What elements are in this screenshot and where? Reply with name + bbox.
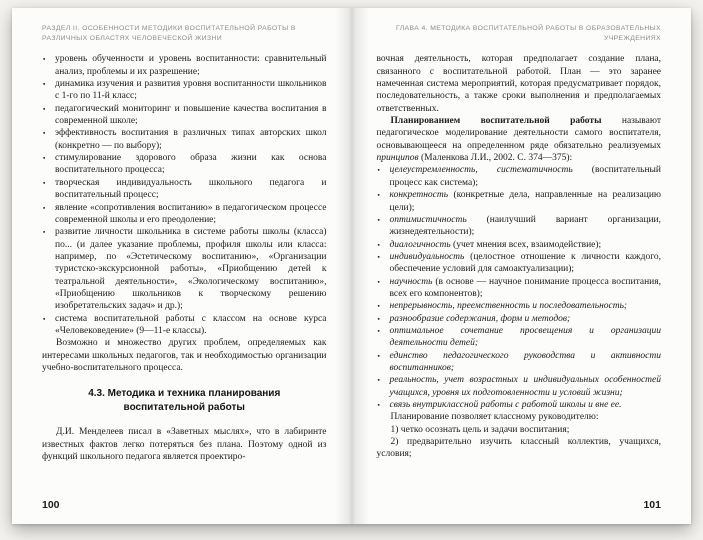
- bullet-icon: ▪: [377, 167, 380, 175]
- principle-term: единство педагогического руководства и активности воспитанников;: [389, 350, 661, 373]
- page-left-body: [42, 53, 327, 463]
- list-item: [377, 189, 662, 214]
- bullet-icon: ▪: [43, 130, 46, 138]
- book-spread: [12, 8, 691, 524]
- principle-term: реальность, учет возрастных и индивидуальных особенностей учащихся, уровня их подготовленности и условий жизни;: [389, 375, 661, 398]
- bullet-text: уровень обученности и уровень воспитанности: сравнительный анализ, проблемы и их разрешение;: [55, 54, 327, 77]
- bullet-icon: ▪: [377, 315, 380, 323]
- list-item: [377, 374, 662, 399]
- principle-term: индивидуальность: [389, 251, 465, 262]
- page-number-right: 101: [643, 499, 661, 511]
- paragraph: Планирование позволяет классному руководителю:: [390, 412, 599, 423]
- list-item: [377, 276, 662, 301]
- list-item: [377, 325, 662, 350]
- bullet-icon: ▪: [43, 179, 46, 187]
- bullet-icon: ▪: [377, 192, 380, 200]
- numbered-list: [377, 424, 662, 461]
- principle-description: (конкретные дела, направленные на реализацию цели);: [389, 190, 661, 213]
- principle-term: научность: [389, 276, 433, 287]
- bullet-text: динамика изучения и развития уровня воспитанности школьников с 1-го по 11-й класс;: [55, 79, 327, 102]
- principle-term: целеустремленность, систематичность: [389, 165, 573, 176]
- list-item: [377, 251, 662, 276]
- paragraph: Д.И. Менделеев писал в «Заветных мыслях», что в лабиринте известных фактов легко потеряться без плана. Поэтому одной из функций школьного педагога является проектиро-: [42, 427, 327, 462]
- bullet-icon: ▪: [377, 377, 380, 385]
- principle-description: (учет мнения всех, взаимодействие);: [450, 239, 602, 250]
- list-item: [42, 202, 327, 227]
- list-item: [377, 399, 662, 411]
- running-head-right: ГЛАВА 4. МЕТОДИКА ВОСПИТАТЕЛЬНОЙ РАБОТЫ В ОБРАЗОВАТЕЛЬНЫХ УЧРЕЖДЕНИЯХ: [396, 25, 661, 43]
- page-left: [12, 8, 351, 524]
- paragraph: [377, 115, 662, 164]
- paragraph: Возможно и множество других проблем, определяемых как интересами школьных педагогов, так и необходимостью организации учебно-воспитательного процесса.: [42, 338, 327, 373]
- bullet-icon: ▪: [377, 241, 380, 249]
- running-head-left: РАЗДЕЛ II. ОСОБЕННОСТИ МЕТОДИКИ ВОСПИТАТЕЛЬНОЙ РАБОТЫ В РАЗЛИЧНЫХ ОБЛАСТЯХ ЧЕЛОВЕЧЕСКОЙ ЖИЗНИ: [42, 25, 296, 43]
- paragraph: вочная деятельность, которая предполагает создание плана, связанного с воспитательной работой. План — это заранее намеченная система мероприятий, которая предусматривает порядок, последовательность, а также сроки выполнения и предполагаемых ответственных.: [376, 54, 661, 114]
- list-item: [42, 103, 327, 128]
- principle-term: разнообразие содержания, форм и методов;: [389, 313, 571, 324]
- section-heading: 4.3. Методика и техника планирования воспитательной работы: [88, 388, 281, 414]
- numbered-item: 1) четко осознать цель и задачи воспитания;: [390, 424, 570, 435]
- principle-description: (целостное отношение к личности каждого, обеспечение условий для самоактуализации);: [389, 251, 661, 275]
- principles-list: [377, 164, 662, 411]
- bullet-text: явление «сопротивления воспитанию» в педагогическом процессе современной школы и его преодоление;: [55, 202, 327, 225]
- bullet-text: эффективность воспитания в различных типах авторских школ (конкретно — по выбору);: [55, 128, 327, 151]
- principle-term: оптимистичность: [389, 214, 467, 225]
- bullet-text: педагогический мониторинг и повышение качества воспитания в современной школе;: [55, 103, 327, 127]
- list-item: [42, 313, 327, 338]
- bold-lead-text: Планированием воспитательной работы: [390, 116, 602, 127]
- list-item: [377, 313, 662, 325]
- bullet-icon: ▪: [43, 105, 46, 113]
- bullet-text: творческая индивидуальность школьного педагога и воспитательный процесс;: [55, 177, 327, 201]
- bullet-icon: ▪: [377, 303, 380, 311]
- bullet-icon: ▪: [377, 278, 380, 286]
- list-item: [377, 350, 662, 375]
- bullet-icon: ▪: [43, 229, 46, 237]
- topics-list: [42, 53, 327, 337]
- bullet-text: стимулирование здорового образа жизни как основа воспитательного процесса;: [55, 153, 327, 176]
- list-item: [42, 78, 327, 103]
- bullet-icon: ▪: [43, 204, 46, 212]
- bullet-icon: ▪: [377, 216, 380, 224]
- list-item: [377, 214, 662, 239]
- bullet-icon: ▪: [377, 402, 380, 409]
- list-item: [377, 164, 662, 189]
- principle-term: конкретность: [389, 190, 449, 201]
- list-item: [42, 177, 327, 202]
- list-item: [42, 226, 327, 312]
- principle-term: оптимальное сочетание просвещения и организации деятельности детей;: [389, 325, 661, 349]
- list-item: [42, 152, 327, 177]
- citation-text: (Маленкова Л.И., 2002. С. 374—375):: [418, 153, 573, 164]
- principle-term: диалогичность: [389, 239, 451, 250]
- bullet-icon: ▪: [43, 56, 46, 64]
- page-right: [351, 8, 692, 524]
- bullet-icon: ▪: [43, 155, 46, 163]
- list-item: [42, 127, 327, 152]
- principle-term: связь внутриклассной работы с работой школы и вне ее.: [389, 400, 622, 410]
- page-right-body: [377, 53, 662, 460]
- principle-term: непрерывность, преемственность и последовательность;: [389, 301, 628, 312]
- list-item: [42, 53, 327, 78]
- bullet-icon: ▪: [43, 81, 46, 89]
- list-item: [377, 239, 662, 251]
- page-number-left: 100: [42, 499, 60, 511]
- paragraph-text: называют педагогическое моделирование деятельности самого воспитателя, основывающееся на определенном ряде обязательно реализуемых: [376, 116, 662, 151]
- bullet-icon: ▪: [43, 315, 46, 323]
- principle-description: (воспитательный процесс как система);: [389, 165, 661, 188]
- bullet-icon: ▪: [377, 327, 380, 335]
- principle-description: (наилучший вариант организации, жизнедеятельности);: [389, 214, 661, 238]
- bullet-text: развитие личности школьника в системе работы школы (класса) по... (и далее указание проблемы, профиля школы или класса: например, по «Эстетическому воспитанию», «Организации туристско-экскурсионной работы», «Приобщению детей к театральной деятельности», «Экологическому воспитанию», «Приобщению школьников к творческому решению изобретательских задач» и др.);: [55, 227, 327, 312]
- bullet-icon: ▪: [377, 253, 380, 261]
- principle-description: (в основе — научное понимание процесса воспитания, всех его компонентов);: [389, 276, 661, 299]
- bullet-text: система воспитательной работы с классом на основе курса «Человековедение» (9—11-е классы).: [55, 313, 327, 336]
- bullet-icon: ▪: [377, 352, 380, 360]
- numbered-item: 2) предварительно изучить классный коллектив, учащихся, условия;: [376, 437, 661, 460]
- list-item: [377, 300, 662, 312]
- italic-word: принципов: [376, 153, 419, 164]
